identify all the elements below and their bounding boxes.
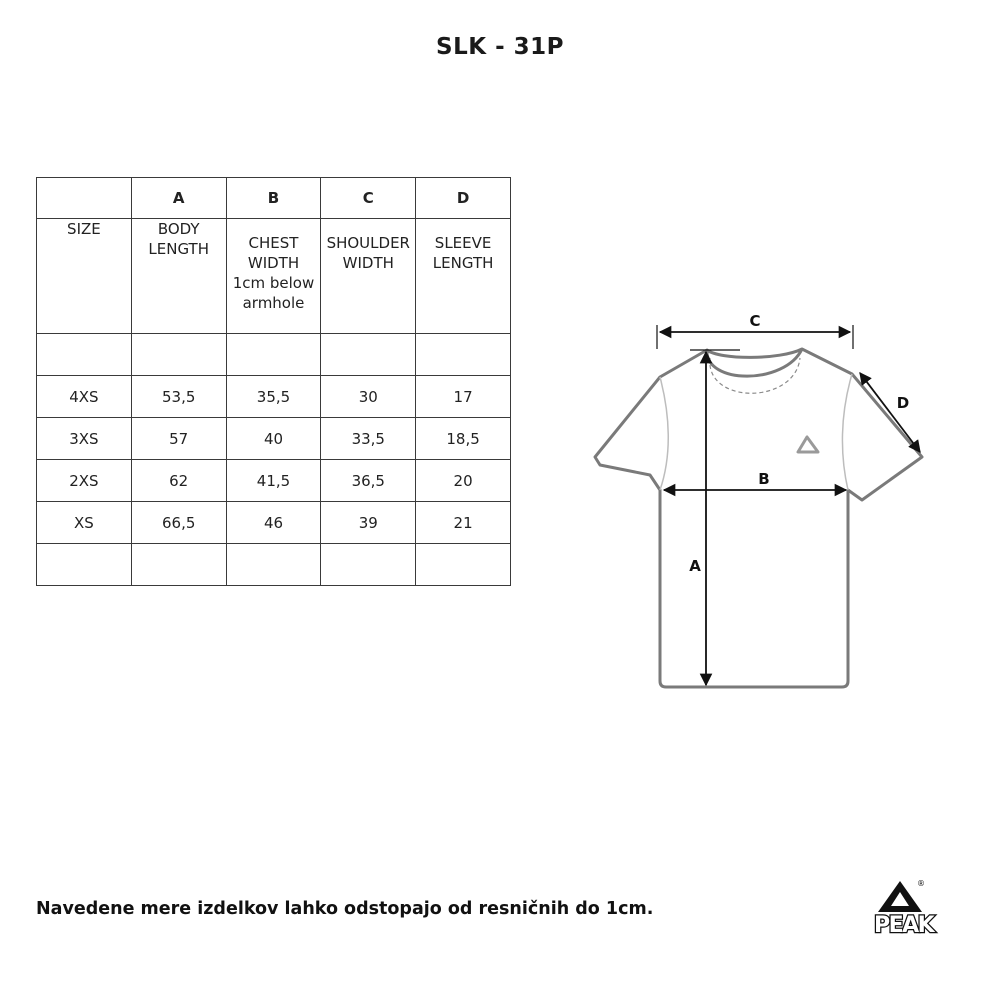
sleeve-length-arrow bbox=[860, 373, 920, 452]
table-row bbox=[37, 502, 511, 544]
chest-width-cell: 40 bbox=[226, 418, 321, 460]
sleeve-length-cell: 17 bbox=[416, 376, 511, 418]
size-cell: XS bbox=[37, 502, 132, 544]
header-line: WIDTH bbox=[247, 254, 300, 272]
chest-width-cell: 46 bbox=[226, 502, 321, 544]
empty-cell bbox=[416, 544, 511, 586]
body-length-cell: 57 bbox=[131, 418, 226, 460]
chest-logo-icon bbox=[798, 437, 818, 452]
disclaimer-text: Navedene mere izdelkov lahko odstopajo od resničnih do 1cm. bbox=[36, 899, 654, 919]
body-length-cell: 66,5 bbox=[131, 502, 226, 544]
letter-cell bbox=[37, 178, 132, 219]
chest-width-cell: 35,5 bbox=[226, 376, 321, 418]
size-cell: 3XS bbox=[37, 418, 132, 460]
header-line: SHOULDER bbox=[326, 234, 410, 252]
letter-cell: C bbox=[321, 178, 416, 219]
letter-cell: B bbox=[226, 178, 321, 219]
empty-cell bbox=[131, 544, 226, 586]
letter-cell: D bbox=[416, 178, 511, 219]
label-b: B bbox=[758, 470, 770, 488]
sleeve-length-cell: 18,5 bbox=[416, 418, 511, 460]
shoulder-width-cell: 30 bbox=[321, 376, 416, 418]
shoulder-width-cell: 36,5 bbox=[321, 460, 416, 502]
empty-cell bbox=[226, 334, 321, 376]
label-c: C bbox=[749, 312, 761, 330]
size-cell: 2XS bbox=[37, 460, 132, 502]
header-line: SLEEVE bbox=[434, 234, 492, 252]
page-title: SLK - 31P bbox=[436, 34, 564, 60]
table-spacer-row bbox=[37, 334, 511, 376]
sleeve-length-cell: 20 bbox=[416, 460, 511, 502]
label-a: A bbox=[689, 557, 701, 575]
header-line: armhole bbox=[242, 294, 305, 312]
empty-cell bbox=[321, 334, 416, 376]
empty-cell bbox=[321, 544, 416, 586]
table-row bbox=[37, 418, 511, 460]
header-line: WIDTH bbox=[342, 254, 394, 272]
empty-cell bbox=[226, 544, 321, 586]
peak-logo-text: PEAK bbox=[874, 913, 934, 938]
empty-cell bbox=[37, 334, 132, 376]
header-line: 1cm below bbox=[232, 274, 315, 292]
header-line: CHEST bbox=[248, 234, 299, 252]
header-sleeve-length bbox=[416, 219, 511, 334]
table-row bbox=[37, 376, 511, 418]
header-line: BODY bbox=[157, 220, 200, 238]
header-shoulder-width bbox=[321, 219, 416, 334]
table-row bbox=[37, 460, 511, 502]
armhole-seam-left bbox=[660, 377, 668, 490]
armhole-seam-right bbox=[842, 374, 852, 490]
registered-mark: ® bbox=[917, 879, 925, 888]
shoulder-width-cell: 33,5 bbox=[321, 418, 416, 460]
size-cell: 4XS bbox=[37, 376, 132, 418]
header-size bbox=[37, 219, 132, 334]
body-length-cell: 53,5 bbox=[131, 376, 226, 418]
empty-cell bbox=[416, 334, 511, 376]
header-line: LENGTH bbox=[148, 240, 209, 258]
table-spacer-row bbox=[37, 544, 511, 586]
table-header-row bbox=[37, 219, 511, 334]
tshirt-outline bbox=[595, 349, 922, 687]
header-line: SIZE bbox=[67, 220, 101, 238]
tshirt-diagram bbox=[590, 305, 930, 695]
header-body-length bbox=[131, 219, 226, 334]
label-d: D bbox=[896, 394, 910, 412]
empty-cell bbox=[37, 544, 132, 586]
shoulder-width-cell: 39 bbox=[321, 502, 416, 544]
size-table bbox=[36, 177, 511, 586]
sleeve-length-cell: 21 bbox=[416, 502, 511, 544]
body-length-cell: 62 bbox=[131, 460, 226, 502]
table-letter-row bbox=[37, 178, 511, 219]
header-chest-width bbox=[226, 219, 321, 334]
letter-cell: A bbox=[131, 178, 226, 219]
empty-cell bbox=[131, 334, 226, 376]
chest-width-cell: 41,5 bbox=[226, 460, 321, 502]
header-line: LENGTH bbox=[432, 254, 494, 272]
